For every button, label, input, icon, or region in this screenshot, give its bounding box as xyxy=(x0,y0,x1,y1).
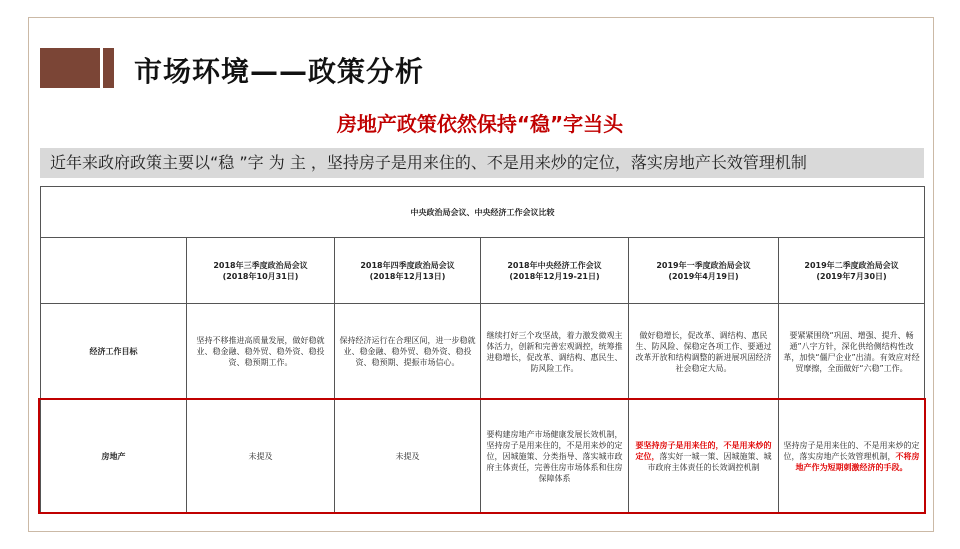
policy-comparison-table xyxy=(40,186,925,513)
column-header xyxy=(629,238,779,304)
table-cell: 未提及 xyxy=(187,400,335,513)
table-row xyxy=(41,400,925,513)
column-header-row xyxy=(41,238,925,304)
column-header xyxy=(481,238,629,304)
column-date: (2018年12月19-21日) xyxy=(509,271,600,281)
slide-subtitle: 房地产政策依然保持“稳”字当头 xyxy=(336,112,624,136)
table-cell: 未提及 xyxy=(335,400,481,513)
summary-banner: 近年来政府政策主要以“稳 ”字 为 主 ，坚持房子是用来住的、不是用来炒的定位，落实房地产长效管理机制 xyxy=(40,148,924,178)
column-header xyxy=(187,238,335,304)
column-date: (2018年10月31日) xyxy=(222,271,299,281)
slide-title: 市场环境——政策分析 xyxy=(134,55,425,88)
highlight-text: 要坚持房子是用来住的，不是用来炒的定位， xyxy=(635,440,772,461)
table-row xyxy=(41,304,925,400)
corner-cell xyxy=(41,238,187,304)
column-name: 2019年一季度政治局会议 xyxy=(656,260,751,270)
column-header xyxy=(779,238,925,304)
column-name: 2018年四季度政治局会议 xyxy=(360,260,455,270)
column-date: (2018年12月13日) xyxy=(369,271,446,281)
table-cell: 做好稳增长，促改革、调结构、惠民生、防风险、保稳定各项工作、要通过改革开放和结构调整的新进展巩固经济社会稳定大局。 xyxy=(629,304,779,400)
row-label: 经济工作目标 xyxy=(41,304,187,400)
table-cell: 坚持不移推进高质量发展，做好稳就业、稳金融、稳外贸、稳外资、稳投资、稳预期工作。 xyxy=(187,304,335,400)
column-header xyxy=(335,238,481,304)
title-decoration-block xyxy=(40,48,100,88)
table-cell: 要构建房地产市场健康发展长效机制，坚持房子是用来住的，不是用来炒的定位，因城施策、分类指导、落实城市政府主体责任，完善住房市场体系和住房保障体系 xyxy=(481,400,629,513)
column-date: (2019年4月19日) xyxy=(668,271,739,281)
cell-text: 坚持房子是用来住的、不是用来炒的定位，落实房地产长效管理机制， xyxy=(783,440,920,461)
column-name: 2018年中央经济工作会议 xyxy=(507,260,602,270)
column-date: (2019年7月30日) xyxy=(816,271,887,281)
table-cell xyxy=(779,400,925,513)
row-label: 房地产 xyxy=(41,400,187,513)
cell-text: 落实好一城一策、因城施策、城市政府主体责任的长效调控机制 xyxy=(647,451,772,472)
table-cell: 保持经济运行在合理区间，进一步稳就业、稳金融、稳外贸、稳外资、稳投资、稳预期、提振市场信心。 xyxy=(335,304,481,400)
column-name: 2019年二季度政治局会议 xyxy=(804,260,899,270)
table-cell: 要紧紧围绕“巩固、增强、提升、畅通”八字方针，深化供给侧结构性改革，加快“僵尸企业”出清。有效应对经贸摩擦，全面做好“六稳”工作。 xyxy=(779,304,925,400)
table-caption: 中央政治局会议、中央经济工作会议比较 xyxy=(41,187,925,238)
column-name: 2018年三季度政治局会议 xyxy=(213,260,308,270)
highlight-text: 不将房地产作为短期刺激经济的手段。 xyxy=(795,451,920,472)
table-cell xyxy=(629,400,779,513)
table-cell: 继续打好三个攻坚战，着力激发微观主体活力，创新和完善宏观调控，统筹推进稳增长，促改革、调结构、惠民生、防风险工作。 xyxy=(481,304,629,400)
title-decoration-bar xyxy=(103,48,114,88)
